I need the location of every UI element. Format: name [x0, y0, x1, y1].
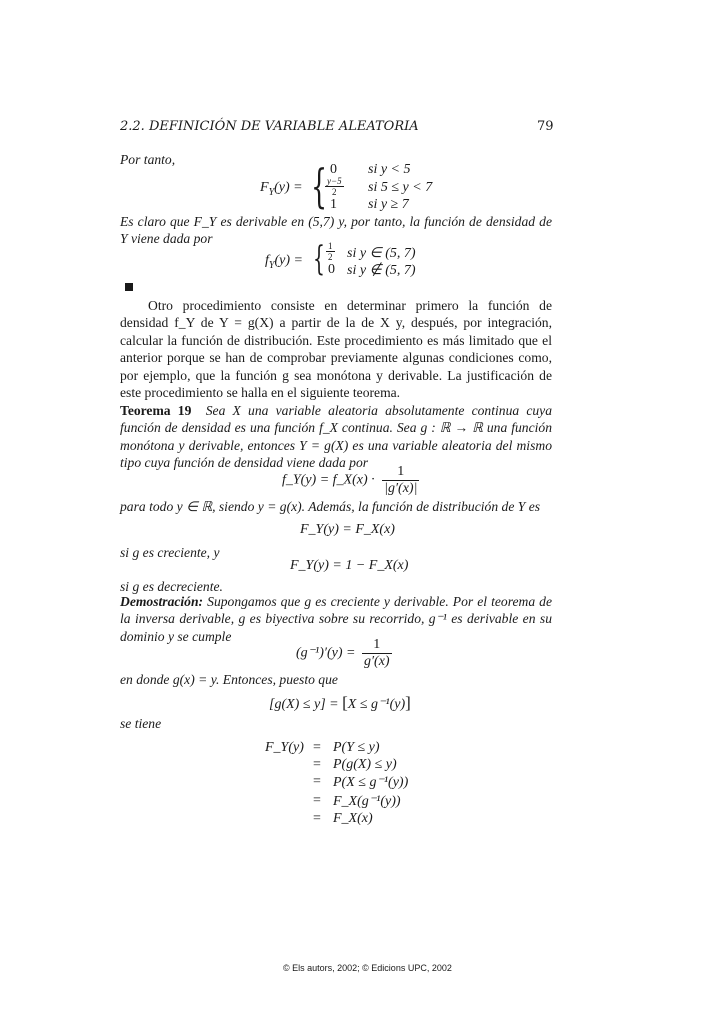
cdf-cond-2: si y ≥ 7: [368, 197, 409, 212]
density-cond-1: si y ∉ (5, 7): [347, 263, 416, 278]
copyright-footer: © Els autors, 2002; © Edicions UPC, 2002: [283, 963, 452, 973]
chain-eq-2: =: [313, 774, 321, 789]
proof-text: Supongamos que g es creciente y derivable. Por el teorema de la inversa derivable, g es biyectiva sobre su recorrido, g⁻¹ es derivable en su dominio y se cumple: [120, 594, 553, 644]
theorem-text: Sea X una variable aleatoria absolutamente continua cuya función de densidad es una función f_X continua. Sea g : ℝ → ℝ una función monótona y derivable, entonces Y = g(X) es una variable aleatoria del mismo tipo cuya función de densidad viene dada por: [120, 403, 553, 471]
inverse-derivative-formula: (g⁻¹)′(y) = $\frac{1}{g'(x)}$: [296, 637, 390, 669]
cdf-value-1: $\frac{y-5}{2}$: [327, 176, 342, 197]
chain-eq-1: =: [313, 757, 321, 772]
density-value-0: $\frac{1}{2}$: [328, 241, 333, 262]
left-brace-density: {: [313, 239, 325, 279]
density-value-1: 0: [328, 262, 335, 277]
eq-increasing: F_Y(y) = F_X(x): [300, 522, 395, 537]
chain-rhs-4: F_X(x): [333, 811, 373, 826]
intro-text: Por tanto,: [120, 152, 176, 167]
theorem-19: [120, 402, 552, 472]
body-paragraph: Otro procedimiento consiste en determinar primero la función de densidad f_Y de Y = g(X) a partir de la de X y, después, por integración, calcular la función de distribución. Este procedimiento es más limitado que el anterior porque se han de comprobar previamente algunas condiciones como, por ejemplo, que la función g sea monótona y derivable. La justificación de este procedimiento se halla en el siguiente teorema.: [120, 298, 552, 401]
eq-decreasing: F_Y(y) = 1 − F_X(x): [290, 558, 409, 573]
qed-square-icon: [125, 283, 133, 291]
where-text: en donde g(x) = y. Entonces, puesto que: [120, 672, 338, 687]
chain-rhs-2: P(X ≤ g⁻¹(y)): [333, 775, 409, 790]
proof-label: Demostración:: [120, 594, 204, 609]
cdf-value-2: 1: [330, 197, 337, 212]
density-cond-0: si y ∈ (5, 7): [347, 246, 416, 261]
left-brace: {: [311, 159, 328, 213]
if-decreasing-text: si g es decreciente.: [120, 579, 223, 594]
chain-eq-4: =: [313, 811, 321, 826]
chain-rhs-3: F_X(g⁻¹(y)): [333, 794, 401, 809]
chain-rhs-0: P(Y ≤ y): [333, 740, 380, 755]
page-number: 79: [537, 119, 554, 134]
theorem-after-text: para todo y ∈ ℝ, siendo y = g(x). Además, la función de distribución de Y es: [120, 499, 541, 514]
density-lhs: $f_Y(y)$ =: [265, 253, 303, 271]
if-increasing-text: si g es creciente, y: [120, 545, 220, 560]
claim-paragraph: Es claro que F_Y es derivable en (5,7) y, por tanto, la función de densidad de Y viene dada por: [120, 214, 552, 247]
se-tiene-text: se tiene: [120, 716, 162, 731]
event-equality: [g(X) ≤ y] = [X ≤ g⁻¹(y)]: [269, 693, 411, 712]
cdf-cond-0: si y < 5: [368, 162, 411, 177]
cdf-value-0: 0: [330, 162, 337, 177]
running-header: 2.2. DEFINICIÓN DE VARIABLE ALEATORIA: [120, 119, 419, 134]
cdf-cond-1: si 5 ≤ y < 7: [368, 180, 433, 195]
chain-rhs-1: P(g(X) ≤ y): [333, 757, 397, 772]
chain-eq-3: =: [313, 793, 321, 808]
cdf-lhs: $F_Y(y)$ =: [260, 180, 303, 198]
chain-eq-0: =: [313, 740, 321, 755]
theorem-label: Teorema 19: [120, 403, 192, 418]
chain-lhs: F_Y(y): [265, 740, 304, 755]
theorem-formula: f_Y(y) = f_X(x) · $\frac{1}{|g'(x)|}$: [282, 464, 418, 496]
